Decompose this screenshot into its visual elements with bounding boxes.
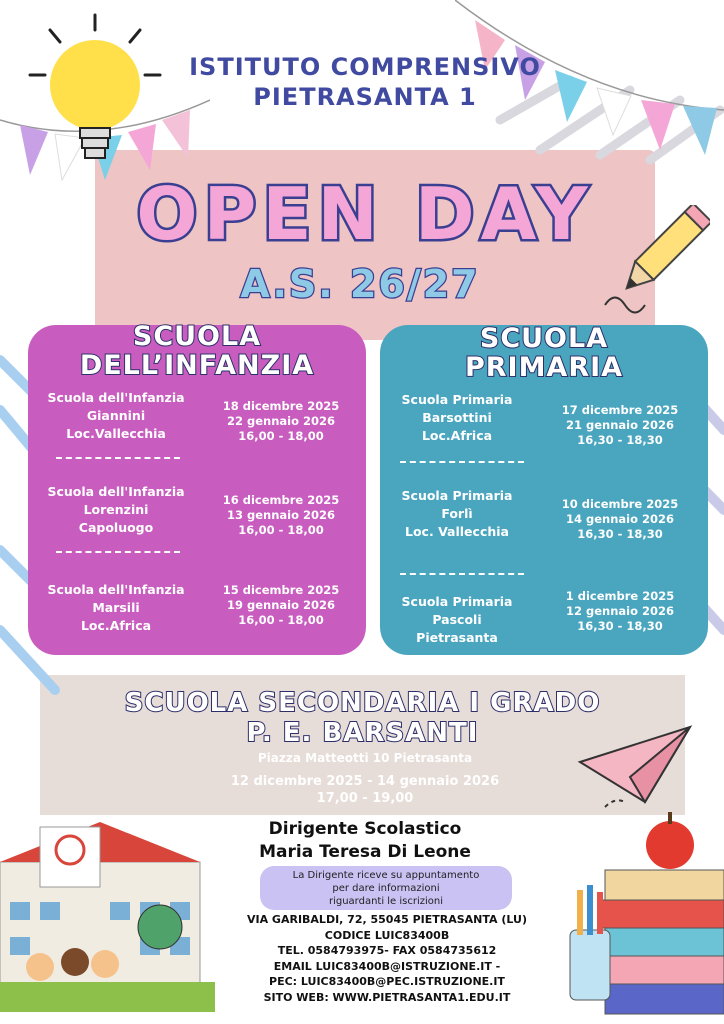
contact-phone: TEL. 0584793975- FAX 0584735612 [277,944,497,958]
secondaria-dates: 12 dicembre 2025 - 14 gennaio 2026 [230,774,500,789]
infanzia-title-line1: SCUOLA [132,321,262,352]
entry-name-line: Marsili [92,600,140,615]
school-year: A.S. 26/27 [240,262,480,306]
separator [56,457,180,459]
open-day-title: OPEN DAY [136,172,594,256]
entry-date: 16 dicembre 2025 [222,493,340,507]
contact-pec: PEC: LUIC83400B@PEC.ISTRUZIONE.IT [269,975,505,989]
entry-time: 16,00 - 18,00 [238,429,324,443]
primaria-entry-dates [545,497,695,542]
appointment-line: La Dirigente riceve su appuntamento [292,870,480,881]
entry-date: 10 dicembre 2025 [561,497,679,511]
appointment-line: per dare informazioni [332,883,440,894]
entry-date: 15 dicembre 2025 [222,583,340,597]
school-name-line2: PIETRASANTA 1 [253,83,477,111]
entry-name-line: Scuola Primaria [401,594,513,609]
entry-name-line: Lorenzini [83,502,149,517]
entry-name-line: Pietrasanta [416,630,498,645]
contact-address: VIA GARIBALDI, 72, 55045 PIETRASANTA (LU) [246,913,527,926]
infanzia-entry-dates [206,399,356,444]
separator [56,551,180,553]
books-apple-illustration [565,810,724,1024]
primaria-title-line2: PRIMARIA [464,352,624,383]
appointment-line: riguardanti le iscrizioni [328,896,444,907]
entry-date: 17 dicembre 2025 [561,403,679,417]
primaria-entry-dates [545,589,695,634]
secondaria-title-line2: P. E. BARSANTI [246,718,479,748]
primaria-title-line1: SCUOLA [479,323,609,354]
school-building-illustration [0,812,215,1012]
entry-name-line: Capoluogo [78,520,154,535]
infanzia-entry-name [36,581,196,635]
contact-website[interactable]: SITO WEB: WWW.PIETRASANTA1.EDU.IT [263,990,511,1004]
entry-name-line: Scuola dell'Infanzia [47,390,185,405]
entry-name-line: Scuola dell'Infanzia [47,484,185,499]
entry-time: 16,00 - 18,00 [238,523,324,537]
entry-date: 12 gennaio 2026 [565,604,675,618]
infanzia-entry-name [36,389,196,443]
separator [400,573,524,575]
entry-name-line: Scuola Primaria [401,392,513,407]
school-name-line1: ISTITUTO COMPRENSIVO [189,53,541,81]
entry-name-line: Loc. Vallecchia [405,524,509,539]
entry-date: 18 dicembre 2025 [222,399,340,413]
entry-date: 19 gennaio 2026 [226,598,336,612]
dirigente-name: Maria Teresa Di Leone [259,842,471,862]
school-name [140,52,590,112]
primaria-entry-dates [545,403,695,448]
entry-name-line: Forlì [441,506,473,521]
contact-info [222,912,552,1006]
secondaria-address: Piazza Matteotti 10 Pietrasanta [257,751,473,765]
entry-time: 16,00 - 18,00 [238,613,324,627]
entry-time: 16,30 - 18,30 [577,619,663,633]
entry-name-line: Loc.Africa [421,428,493,443]
entry-date: 22 gennaio 2026 [226,414,336,428]
entry-date: 13 gennaio 2026 [226,508,336,522]
entry-name-line: Loc.Africa [80,618,152,633]
entry-date: 1 dicembre 2025 [565,589,675,603]
entry-date: 21 gennaio 2026 [565,418,675,432]
entry-name-line: Pascoli [432,612,482,627]
dirigente-block [215,818,515,864]
primaria-entry-name [382,487,532,541]
secondaria-info [150,750,580,807]
contact-codice: CODICE LUIC83400B [324,928,450,942]
secondaria-title-line1: SCUOLA SECONDARIA I GRADO [124,688,601,718]
primaria-entry-name [382,391,532,445]
entry-name-line: Loc.Vallecchia [66,426,166,441]
entry-name-line: Scuola Primaria [401,488,513,503]
entry-name-line: Scuola dell'Infanzia [47,582,185,597]
entry-time: 16,30 - 18,30 [577,527,663,541]
appointment-box [260,866,512,910]
infanzia-entry-dates [206,493,356,538]
entry-name-line: Giannini [86,408,146,423]
infanzia-title-line2: DELL’INFANZIA [79,350,315,381]
infanzia-entry-dates [206,583,356,628]
entry-date: 14 gennaio 2026 [565,512,675,526]
primaria-card [380,325,708,655]
entry-name-line: Barsottini [422,410,492,425]
paper-plane-icon [575,722,695,812]
dirigente-role: Dirigente Scolastico [268,819,462,839]
entry-time: 16,30 - 18,30 [577,433,663,447]
infanzia-entry-name [36,483,196,537]
primaria-entry-name [382,593,532,647]
separator [400,461,524,463]
contact-email: EMAIL LUIC83400B@ISTRUZIONE.IT - [273,959,501,973]
secondaria-time: 17,00 - 19,00 [316,791,414,806]
infanzia-card [28,321,366,655]
